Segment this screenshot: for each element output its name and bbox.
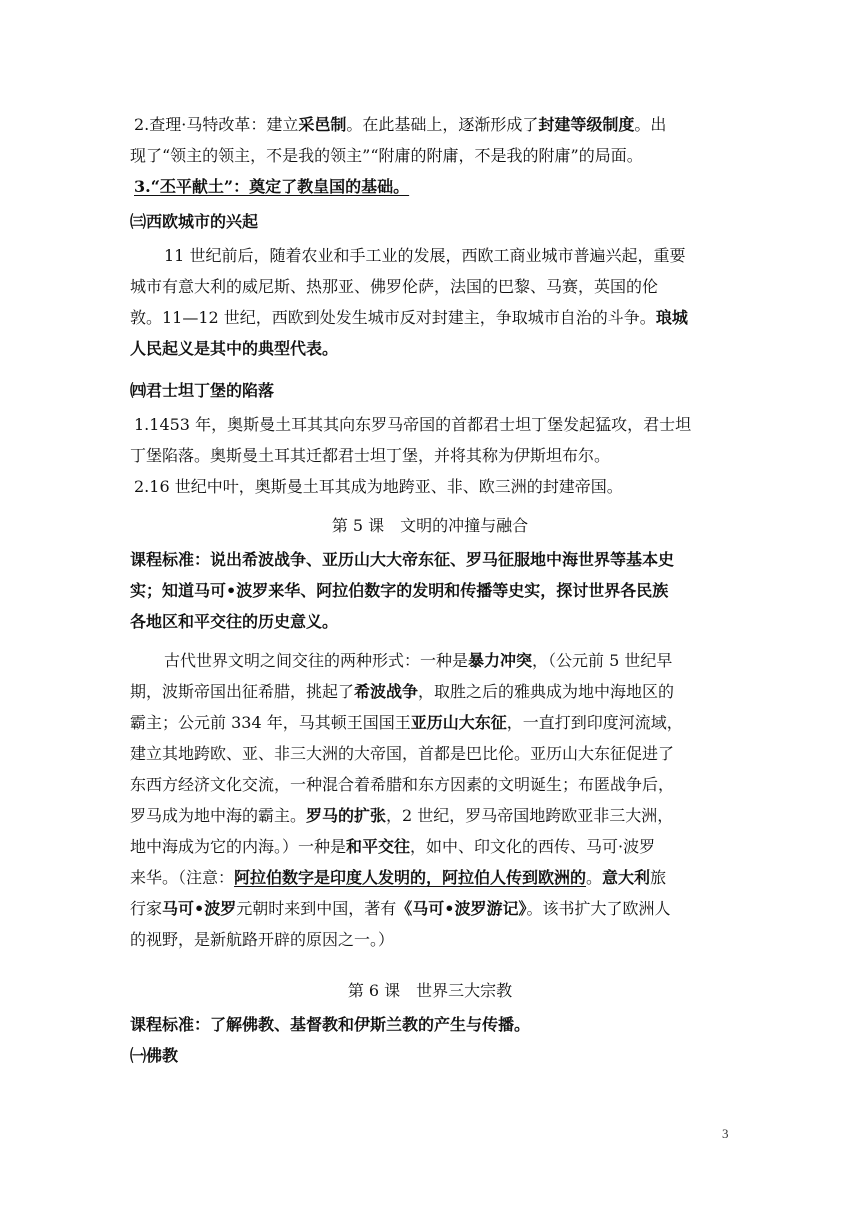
text-run: 行家 [130, 899, 163, 918]
text-run: 敦。11—12 世纪，西欧到处发生城市反对封建主，争取城市自治的斗争。 [130, 308, 656, 327]
text-run: 。在此基础上，逐渐形成了 [346, 115, 539, 134]
text-run: 2.查理·马特改革：建立 [134, 115, 299, 134]
heading-cities: ㈢西欧城市的兴起 [130, 212, 259, 231]
text-run: 罗马成为地中海的霸主。 [130, 806, 307, 825]
text-run-bold: 暴力冲突 [468, 651, 533, 670]
text-line: 实；知道马可•波罗来华、阿拉伯数字的发明和传播等史实，探讨世界各民族 [130, 581, 669, 600]
text-run-bold: 和平交往 [346, 837, 411, 856]
text-run-bold: 罗马的扩张 [306, 806, 387, 825]
text-run: 。该书扩大了欧洲人 [526, 899, 671, 918]
text-run-bold-underlined: 阿拉伯数字是印度人发明的，阿拉伯人传到欧洲的 [234, 868, 587, 887]
text-line: 城市有意大利的威尼斯、热那亚、佛罗伦萨，法国的巴黎、马赛，英国的伦 [130, 277, 659, 296]
text-run: 期，波斯帝国出征希腊，挑起了 [130, 682, 355, 701]
paragraph-constantinople [130, 409, 730, 502]
heading-buddhism: ㈠佛教 [130, 1046, 179, 1065]
text-run: ，2 世纪，罗马帝国地跨欧亚非三大洲， [386, 806, 674, 825]
text-run-bold: 马可•波罗 [162, 899, 237, 918]
text-run: 。 [586, 868, 603, 887]
text-run: ，取胜之后的雅典成为地中海地区的 [418, 682, 675, 701]
text-run: 古代世界文明之间交往的两种形式：一种是 [164, 651, 469, 670]
text-run: 旅 [650, 868, 667, 887]
text-line: 各地区和平交往的历史意义。 [130, 612, 339, 631]
text-line: 2.16 世纪中叶，奥斯曼土耳其成为地跨亚、非、欧三洲的封建帝国。 [134, 477, 623, 496]
paragraph-charles-martel [130, 109, 730, 202]
text-run-bold: 《马可•波罗游记》 [396, 899, 527, 918]
text-run-bold: 希波战争 [354, 682, 419, 701]
lesson5-body [130, 645, 730, 955]
lesson6-standard: 课程标准：了解佛教、基督教和伊斯兰教的产生与传播。 [130, 1015, 531, 1034]
page-number: 3 [722, 1126, 729, 1141]
text-line-bold: 人民起义是其中的典型代表。 [130, 339, 339, 358]
text-run-bold: 采邑制 [298, 115, 347, 134]
text-line: 的视野，是新航路开辟的原因之一。） [130, 930, 395, 949]
text-run-bold: 亚历山大东征 [410, 713, 507, 732]
text-run-bold: 意大利 [602, 868, 651, 887]
text-run: 霸主；公元前 334 年，马其顿王国国王 [130, 713, 411, 732]
text-run: ，（公元前 5 世纪早 [532, 651, 673, 670]
text-line: 建立其地跨欧、亚、非三大洲的大帝国，首都是巴比伦。亚历山大东征促进了 [130, 744, 675, 763]
text-line: 11 世纪前后，随着农业和手工业的发展，西欧工商业城市普遍兴起，重要 [164, 246, 686, 265]
lesson5-standard [130, 544, 730, 637]
text-line: 东西方经济文化交流，一种混合着希腊和东方因素的文明诞生；布匿战争后， [130, 775, 675, 794]
text-line: 丁堡陷落。奥斯曼土耳其迁都君士坦丁堡，并将其称为伊斯坦布尔。 [130, 446, 611, 465]
text-line: 1.1453 年，奥斯曼土耳其其向东罗马帝国的首都君士坦丁堡发起猛攻，君士坦 [134, 415, 692, 434]
text-run-bold: 封建等级制度 [538, 115, 635, 134]
text-run: 。出 [634, 115, 667, 134]
text-run: 来华。（注意： [130, 868, 235, 887]
text-line: 课程标准：说出希波战争、亚历山大大帝东征、罗马征服地中海世界等基本史 [130, 550, 675, 569]
text-run: ，如中、印文化的西传、马可·波罗 [410, 837, 656, 856]
text-run: 元朝时来到中国，著有 [236, 899, 397, 918]
text-run: 地中海成为它的内海。）一种是 [130, 837, 347, 856]
item3-line: 3.“丕平献土”：奠定了教皇国的基础。 [134, 177, 410, 196]
heading-constantinople: ㈣君士坦丁堡的陷落 [130, 381, 275, 400]
text-run: ，一直打到印度河流域， [506, 713, 683, 732]
lesson6-title: 第 6 课 世界三大宗教 [347, 981, 513, 1000]
paragraph-cities [130, 240, 730, 364]
text-run-bold: 琅城 [655, 308, 688, 327]
lesson5-title: 第 5 课 文明的冲撞与融合 [331, 516, 529, 535]
text-line: 现了“领主的领主，不是我的领主”“附庸的附庸，不是我的附庸”的局面。 [130, 146, 643, 165]
